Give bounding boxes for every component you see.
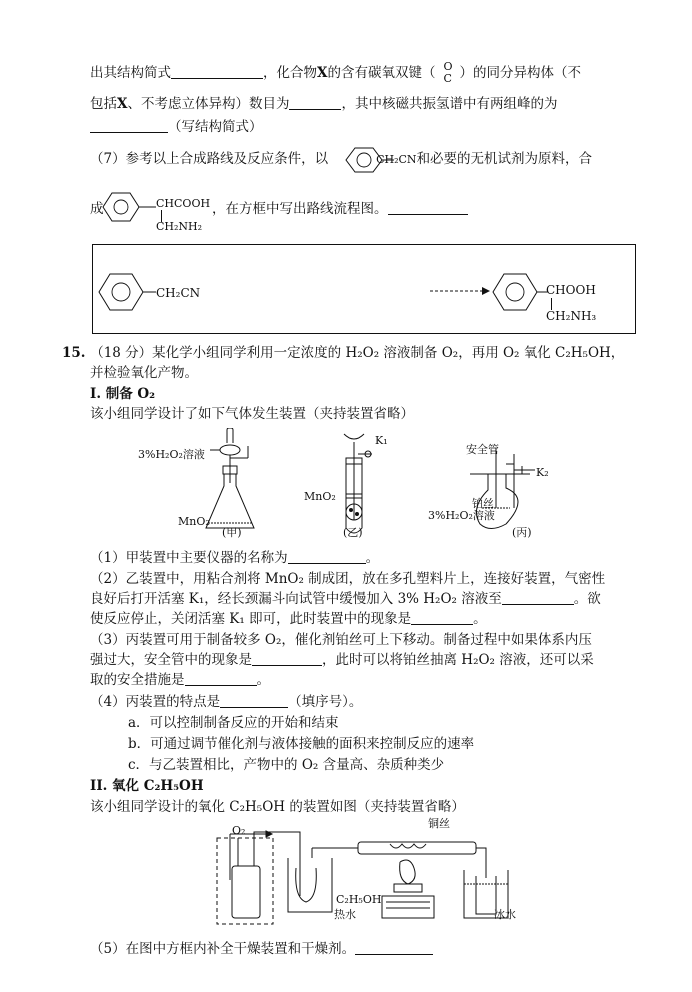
text: 该小组同学设计了如下气体发生装置（夹持装置省略） [90,406,414,422]
oxygen-label: O [443,60,453,73]
answer-blank[interactable] [388,200,468,215]
q14-p7-line2b [212,200,468,218]
carbonyl-symbol [435,60,459,85]
text: 、不考虑立体异构）数目为 [127,96,290,112]
text: 的含有碳氧双键（ [327,65,436,81]
product-bottom-label: CH₂NH₂ [156,220,203,233]
answer-blank[interactable] [288,549,366,564]
figure-label: MnO₂ [178,515,210,528]
option-c: c．与乙装置相比，产物中的 O₂ 含量高、杂质种类少 [128,757,445,773]
carbon-label: C [443,72,452,85]
text: 出其结构简式 [90,65,171,81]
section-title: II. 氧化 C₂H₅OH [90,778,204,794]
figure-label: 3%H₂O₂溶液 [428,509,495,522]
text: ，此时可以将铂丝抽离 H₂O₂ 溶液，还可以采 [322,652,594,668]
answer-blank[interactable] [90,118,168,133]
answer-blank[interactable] [171,64,263,79]
option-a: a．可以控制制备反应的开始和结束 [128,715,339,731]
answer-blank[interactable] [289,95,341,110]
figure-label: MnO₂ [304,490,336,503]
q15-4 [90,693,362,711]
apparatus-jia [206,428,254,528]
text: 和必要的无机试剂为原料，合 [416,151,593,167]
figure-caption: (乙) [343,526,363,539]
text: 该小组同学设计的氧化 C₂H₅OH 的装置如图（夹持装置省略） [90,799,465,815]
section-title: I. 制备 O₂ [90,386,156,402]
q15-5 [90,940,433,958]
figure-label: K₂ [536,466,549,479]
answer-blank[interactable] [252,651,322,666]
text: （7）参考以上合成路线及反应条件，以 [90,151,329,167]
text: X [117,96,128,112]
figure-label: 铂丝 [472,497,494,510]
text: 取的安全措施是 [90,672,185,688]
q15-2b [90,590,601,608]
text: 强过大，安全管中的现象是 [90,652,252,668]
q15-3c: 取的安全措施是 。 [90,672,270,688]
text: （5）在图中方框内补全干燥装置和干燥剂。 [90,941,356,957]
answer-blank[interactable] [185,671,257,686]
figure-caption: (甲) [222,526,242,539]
text: CH₂CN [376,153,417,166]
text: 良好后打开活塞 K₁，经长颈漏斗向试管中缓慢加入 3% H₂O₂ 溶液至 [90,591,502,607]
figure-caption: (丙) [512,526,532,539]
text: （写结构简式） [168,119,263,135]
answer-blank[interactable] [355,940,433,955]
q15-3b [90,651,594,669]
q15-1: （1）甲装置中主要仪器的名称为 。 [90,550,380,566]
answer-blank[interactable] [220,693,288,708]
benzene-ring-icon [102,190,162,224]
q14-line1 [90,60,581,85]
text: （4）丙装置的特点是 [90,694,221,710]
benzene-ring-icon [492,270,552,314]
q15-2c: 使反应停止，关闭活塞 K₁ 即可，此时装置中的现象是 。 [90,611,487,627]
figure-label: 冰水 [494,908,516,921]
dashed-arrow-icon [430,285,490,297]
product-top-label: CHCOOH [156,197,211,210]
text: （3）丙装置可用于制备较多 O₂，催化剂铂丝可上下移动。制备过程中如果体系内压 [90,632,592,648]
text: ，其中核磁共振氢谱中有两组峰的为 [341,96,558,112]
text: （1）甲装置中主要仪器的名称为 [90,550,288,566]
q15-header [62,344,624,362]
option-b: b．可通过调节催化剂与液体接触的面积来控制反应的速率 [128,736,475,752]
figure-label: 铜丝 [428,817,450,830]
start-material-label: CH₂CN [156,286,201,300]
benzene-ring-icon [340,145,400,175]
text: 使反应停止，关闭活塞 K₁ 即可，此时装置中的现象是 [90,611,412,627]
apparatus-yi [344,434,372,533]
figure-label: O₂ [232,824,246,837]
product-bottom-label: CH₂NH₃ [546,309,597,323]
text: （2）乙装置中，用粘合剂将 MnO₂ 制成团，放在多孔塑料片上，连接好装置，气密性 [90,571,606,587]
oxidation-apparatus-figure [200,818,540,926]
question-number: 15. [62,345,86,361]
text: X [317,65,328,81]
figure-label: 3%H₂O₂溶液 [138,448,205,461]
q14-line3 [90,118,263,136]
benzene-ring-icon [98,270,158,314]
text: ，化合物 [263,65,317,81]
text: （填序号）。 [288,694,363,710]
answer-blank[interactable] [411,610,473,625]
text: （18 分）某化学小组同学利用一定浓度的 H₂O₂ 溶液制备 O₂，再用 O₂ 氧化 C₂H₅OH， [90,345,625,361]
figure-label: 安全管 [466,443,499,456]
figure-label: K₁ [375,434,388,447]
text: ，在方框中写出路线流程图。 [212,201,388,217]
product-top-label: CHOOH [546,283,596,297]
text: 成 [90,201,104,217]
text: 。欲 [573,591,601,607]
figure-label: C₂H₅OH [336,893,382,906]
figure-label: 热水 [334,908,356,921]
q14-line2 [90,95,557,113]
text: 并检验氧化产物。 [90,365,198,381]
text: 包括 [90,96,117,112]
answer-blank[interactable] [502,590,574,605]
text: ）的同分异构体（不 [459,65,581,81]
